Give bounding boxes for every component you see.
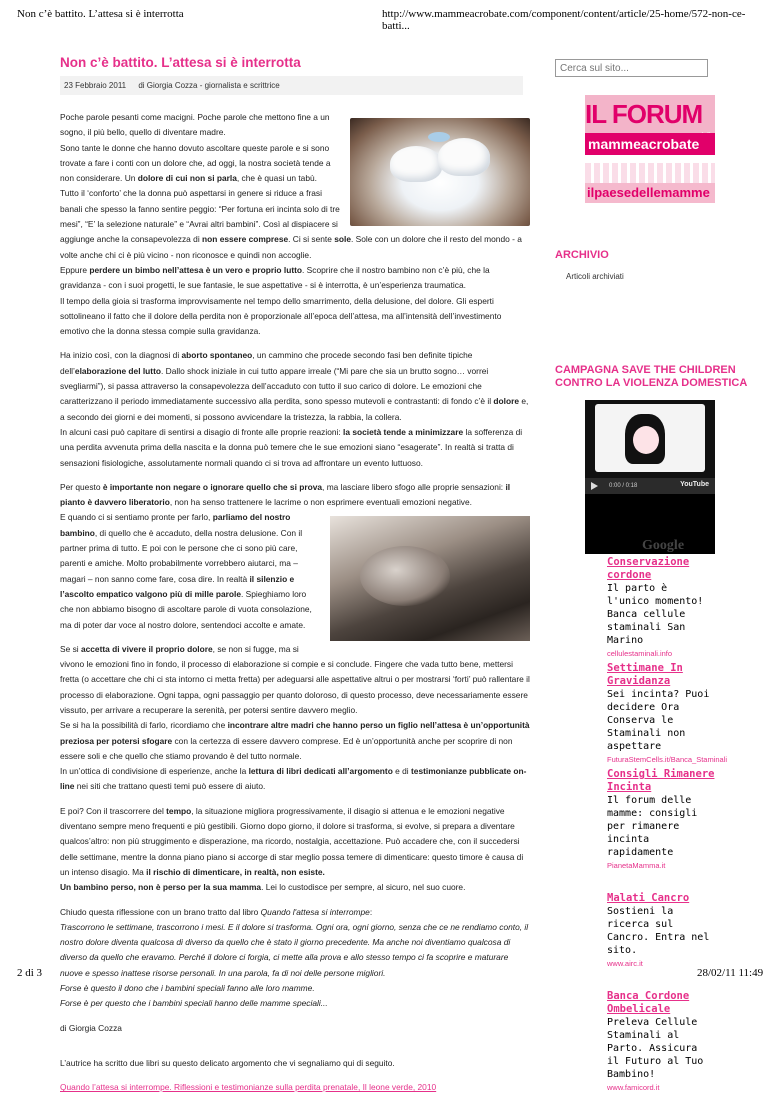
page-count: 2 di 3 [17, 967, 43, 979]
ad-item[interactable] [607, 892, 715, 970]
ad-url[interactable]: FuturaStemCells.it/Banca_Staminali [607, 755, 728, 764]
search-input[interactable] [555, 59, 708, 77]
article-date: 23 Febbraio 2011 [64, 81, 127, 90]
article-title[interactable]: Non c’è battito. L’attesa si è interrotta [60, 55, 301, 70]
ad-text: Sei incinta? Puoi decidere Ora Conserva le Staminali non aspettare [607, 689, 710, 752]
google-logo: Google [642, 538, 685, 553]
paragraph: E poi? Con il trascorrere del tempo, la situazione migliora progressivamente, il disagio si attenua e le emozioni negative diventano sempre meno frequenti e più gestibili. Giorno dopo giorno, il dolore si trasforma, si evolve, si prepara a diventare qualcos’altro: non più struggimento e disperazione, ma ricordo, nostalgia, accettazione. Può accadere che, con il succedersi delle settimane, mentre la donna piano piano si accorge di star meglio possa temere di dimenticare: questo timore è causa di un intenso disagio. Ma il rischio di dimenticare, in realtà, non esiste. Un bambino perso, non è perso per la sua mamma. Lei lo custodisce per sempre, al sicuro, nel suo cuore. [60, 805, 524, 893]
ad-title[interactable]: Settimane In Gravidanza [607, 662, 683, 687]
play-icon[interactable] [591, 482, 598, 490]
ad-url[interactable]: www.airc.it [607, 959, 643, 968]
bootie-shape [438, 138, 490, 176]
ad-item[interactable] [607, 556, 715, 660]
forum-brand: mammeacrobate [585, 133, 715, 155]
google-ads [607, 538, 728, 1094]
ad-title[interactable]: Malati Cancro [607, 892, 690, 904]
paragraph: Se si accetta di vivere il proprio dolore, se non si fugge, ma si vivono le emozioni fino in fondo, il processo di elaborazione si compie e si conclude. Fingere che vada tutto bene, mettersi fretta (o accettare che chi ci sta intorno ci metta fretta) per adeguarsi alle aspettative altrui o per mostrarsi ‘forti’ può rallentare il processo di elaborazione. Ogni tappa, ogni passaggio per quanto doloroso, di questo processo, deve necessariamente essere vissuto, per arrivare a recuperare la serenità, per potersi sentire davvero meglio. Se si ha la possibilità di farlo, ricordiamo che incontrare altre madri che hanno perso un figlio nell’attesa è un’opportunità preziosa per potersi sfogare con la certezza di essere davvero comprese. Ed è un’opportunità anche per scoprire di non essere soli e che quello che stiamo provando è del tutto normale. In un’ottica di condivisione di esperienze, anche la lettura di libri dedicati all’argomento e di testimonianze pubblicate on-line nei siti che trattano questi temi può essere di aiuto. [60, 643, 530, 792]
print-timestamp: 28/02/11 11:49 [697, 967, 764, 979]
face-shape [360, 546, 450, 606]
paragraph: Poche parole pesanti come macigni. Poche parole che mettono fine a un sogno, il più bello, quello di diventare madre. Sono tante le donne che hanno dovuto ascoltare queste parole e si sono trovate a fare i conti con un dolore che, ad oggi, la nostra società tende a non considerare. Un dolore di cui non si parla, che è quasi un tabù. Tutto il ‘conforto’ che la donna può aspettarsi in genere si riduce a frasi banali che spesso la fanno sentire peggio: “Per fortuna eri incinta solo di tre mesi”, “E’ la selezione naturale” e “Avrai altri bambini”. Così al dispiacere si aggiunge anche la consapevolezza di non essere comprese. Ci si sente sole. Sole con un dolore che il resto del mondo - a volte anche chi ci è più vicino - non riconosce e quindi non accoglie. Eppure perdere un bimbo nell’attesa è un vero e proprio lutto. Scoprire che il nostro bambino non c’è più, che la gravidanza - con i suoi progetti, le sue fantasie, le sue aspettative - si è interrotta, è un’esperienza traumatica. Il tempo della gioia si trasforma improvvisamente nel tempo dello smarrimento, della delusione, del dolore. Gli esperti sottolineano il fatto che il dolore della perdita non è proporzionale all’epoca dell’attesa, ma all’intensità dell’investimento emotivo che la donna stessa compie sulla gravidanza. [60, 112, 522, 337]
forum-banner[interactable] [585, 95, 715, 215]
ad-url[interactable]: PianetaMamma.it [607, 861, 666, 870]
ad-title[interactable]: Consigli Rimanere Incinta [607, 768, 715, 793]
ad-item[interactable] [607, 990, 715, 1094]
paragraph: Ha inizio così, con la diagnosi di aborto spontaneo, un cammino che procede secondo fasi ben definite tipiche dell’elaborazione del lutto. Dallo shock iniziale in cui tutto appare irreale (“Mi pare che sia un brutto sogno… vorrei svegliarmi”), si passa attraverso la consapevolezza dell’accaduto con tutto il suo carico di dolore. Le emozioni che caratterizzano il periodo immediatamente successivo alla perdita, sono spesso mutevoli e contrastanti: di fondo c’è il dolore e, a secondo dei giorni e dei momenti, si possono avvicendare la tristezza, la rabbia, la collera. In alcuni casi può capitare di sentirsi a disagio di fronte alle proprie reazioni: la società tende a minimizzare la sofferenza di una perdita avvenuta prima della nascita e la donna può temere che le sue emozioni siano “esagerate”. In realtà si tratta di sensazioni fisiologiche, assolutamente normali quando ci si trova ad affrontare un evento luttuoso. [60, 350, 529, 468]
ad-text: Preleva Cellule Staminali al Parto. Assicura il Futuro al Tuo Bambino! [607, 1017, 704, 1080]
ad-url[interactable]: www.famicord.it [607, 1083, 660, 1092]
ad-text: Il parto è l'unico momento! Banca cellule staminali San Marino [607, 583, 704, 646]
article [60, 55, 530, 1096]
article-body [60, 110, 530, 1096]
ads-header: Annunci Google [607, 538, 685, 553]
cartoon-face [633, 426, 659, 454]
video-player[interactable] [585, 400, 715, 494]
archivio-title: ARCHIVIO [555, 249, 609, 261]
ad-item[interactable] [607, 768, 715, 872]
books-note: L’autrice ha scritto due libri su questo delicato argomento che vi segnaliamo qui di seguito. [60, 1057, 395, 1068]
paragraph: Chiudo questa riflessione con un brano tratto dal libro Quando l'attesa si interrompe: Trascorrono le settimane, trascorrono i mesi. E il dolore si trasforma. Ogni ora, ogni giorno, senza che ce ne rendiamo conto, il nostro dolore diventa qualcosa di diverso da quello che è stato il giorno precedente. Ma anche noi diventiamo qualcosa di diverso da quello che eravamo. Perché il dolore ci forgia, ci mette alla prova e allo stesso tempo ci fa scoprire e maturare nuove e spesso inattese risorse personali. In una parola, fa di noi delle persone migliori. Forse è questo il dono che i bambini speciali fanno alle loro mamme. Forse è per questo che i bambini speciali hanno delle mamme speciali... [60, 906, 529, 1009]
ribbon-shape [428, 132, 450, 142]
sleeping-woman-image [330, 516, 530, 641]
bootie-shape [390, 146, 442, 182]
ad-text: Il forum delle mamme: consigli per rimanere incinta rapidamente [607, 795, 698, 858]
paese-title: ilpaesedellemamme [585, 183, 715, 203]
youtube-logo[interactable]: YouTube [680, 481, 709, 488]
baby-booties-image [350, 118, 530, 226]
archivio-link[interactable]: Articoli archiviati [566, 272, 624, 281]
ad-item[interactable] [607, 662, 728, 766]
print-header-title: Non c’è battito. L’attesa si è interrotta [17, 8, 184, 20]
video-time: 0:00 / 0:18 [609, 483, 638, 489]
forum-title: IL FORUM [585, 95, 715, 133]
article-author: di Giorgia Cozza - giornalista e scrittrice [138, 81, 280, 90]
paragraph: Per questo è importante non negare o ignorare quello che si prova, ma lasciare libero sfogo alle proprie sensazioni: il pianto è davvero liberatorio, non ha senso trattenere le lacrime o non esprimere eventuali emozioni negative. E quando ci si sentiamo pronte per farlo, parliamo del nostro bambino, di quello che è accaduto, della nostra delusione. Con il partner prima di tutto. E poi con le persone che ci sono più care, parenti e amiche. Molto probabilmente vorrebbero aiutarci, ma – magari – non sanno come fare, cosa dire. In realtà il silenzio e l’ascolto empatico valgono più di mille parole. Spieghiamo loro che non abbiamo bisogno di ascoltare parole di vuota consolazione, ma di poter dar voce al nostro dolore, sentendoci accolte e amate. [60, 480, 530, 633]
ad-title[interactable]: Banca Cordone Ombelicale [607, 990, 690, 1015]
campaign-title: CAMPAGNA SAVE THE CHILDREN CONTRO LA VIOLENZA DOMESTICA [555, 364, 748, 389]
article-meta [60, 76, 523, 95]
book-link[interactable]: Quando l’attesa si interrompe. Riflessioni e testimonianze sulla perdita prenatale, Il leone verde, 2010 [60, 1082, 437, 1093]
ad-title[interactable]: Conservazione cordone [607, 556, 690, 581]
video-frame [595, 404, 705, 472]
book-title: Quando l'attesa si interrompe [260, 906, 370, 917]
article-signature: di Giorgia Cozza [60, 1022, 122, 1033]
paese-banner [585, 163, 715, 209]
ad-url[interactable]: cellulestaminali.info [607, 649, 673, 658]
print-header-url: http://www.mammeacrobate.com/component/content/article/25-home/572-non-ce-batti... [382, 8, 746, 32]
ad-text: Sostieni la ricerca sul Cancro. Entra nel sito. [607, 906, 710, 956]
